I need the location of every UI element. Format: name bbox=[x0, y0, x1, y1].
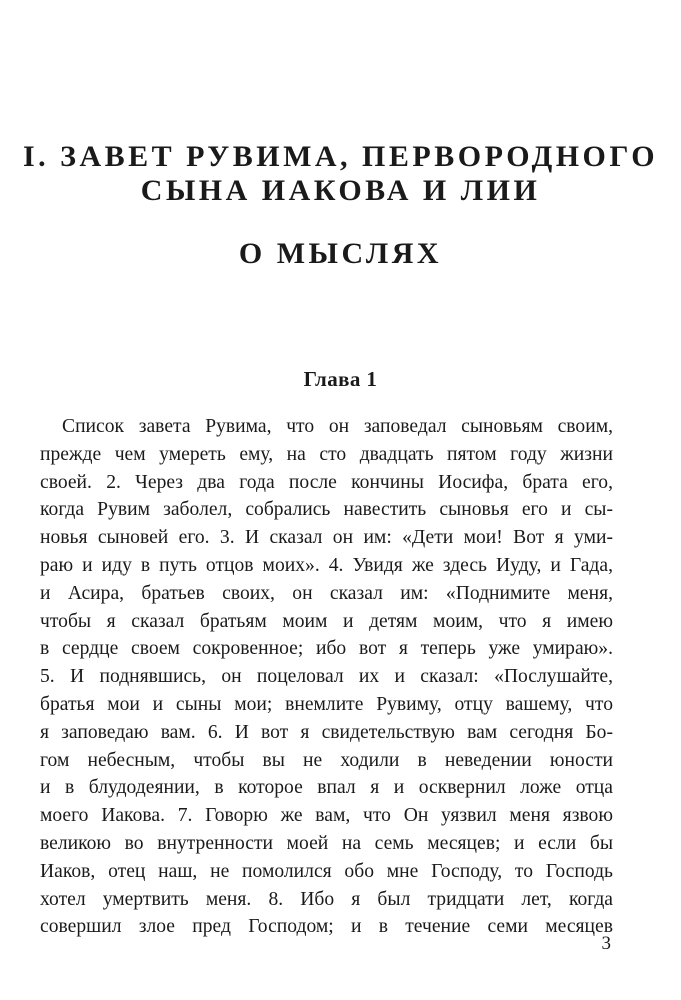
title-line-2: СЫНА ИАКОВА И ЛИИ bbox=[140, 174, 541, 207]
body-line: 5. И поднявшись, он поцеловал их и сказал: «Послушайте, bbox=[40, 666, 613, 688]
body-line: я заповедаю вам. 6. И вот я свидетельствую вам сегодня Бо- bbox=[40, 721, 613, 743]
title-line-1: I. ЗАВЕТ РУВИМА, ПЕРВОРОДНОГО bbox=[22, 140, 659, 173]
body-line: чтобы я сказал братьям моим и детям моим, что я имею bbox=[40, 610, 613, 632]
body-line: своей. 2. Через два года после кончины Иосифа, брата его, bbox=[40, 471, 613, 493]
body-line: новья сыновей его. 3. И сказал он им: «Дети мои! Вот я уми- bbox=[40, 527, 613, 549]
body-line: когда Рувим заболел, собрались навестить сыновья его и сы- bbox=[40, 499, 613, 521]
body-line: Список завета Рувима, что он заповедал сыновьям своим, bbox=[62, 416, 613, 437]
body-paragraph bbox=[40, 413, 613, 941]
body-line: и Асира, братьев своих, он сказал им: «Поднимите меня, bbox=[40, 582, 613, 604]
body-line: хотел умертвить меня. 8. Ибо я был тридцати лет, когда bbox=[40, 888, 613, 910]
body-line: Иаков, отец наш, не помолился обо мне Господу, то Господь bbox=[40, 860, 613, 882]
body-line: в сердце своем сокровенное; ибо вот я теперь уже умираю». bbox=[40, 638, 613, 660]
chapter-title: Глава 1 bbox=[303, 367, 378, 391]
body-line: гом небесным, чтобы вы не ходили в неведении юности bbox=[40, 749, 613, 771]
page-number: 3 bbox=[601, 933, 611, 954]
body-line: братья мои и сыны мои; внемлите Рувиму, отцу вашему, что bbox=[40, 693, 613, 715]
body-line: моего Иакова. 7. Говорю же вам, что Он уязвил меня язвою bbox=[40, 805, 613, 827]
body-line: и в блудодеянии, в которое впал я и осквернил ложе отца bbox=[40, 777, 613, 799]
section-title: О МЫСЛЯХ bbox=[238, 237, 443, 270]
body-line: прежде чем умереть ему, на сто двадцать пятом году жизни bbox=[40, 443, 613, 465]
body-line: совершил злое пред Господом; и в течение семи месяцев bbox=[40, 916, 613, 938]
body-line: великою во внутренности моей на семь месяцев; и если бы bbox=[40, 832, 613, 854]
body-line: раю и иду в путь отцов моих». 4. Увидя же здесь Иуду, и Гада, bbox=[40, 554, 613, 576]
